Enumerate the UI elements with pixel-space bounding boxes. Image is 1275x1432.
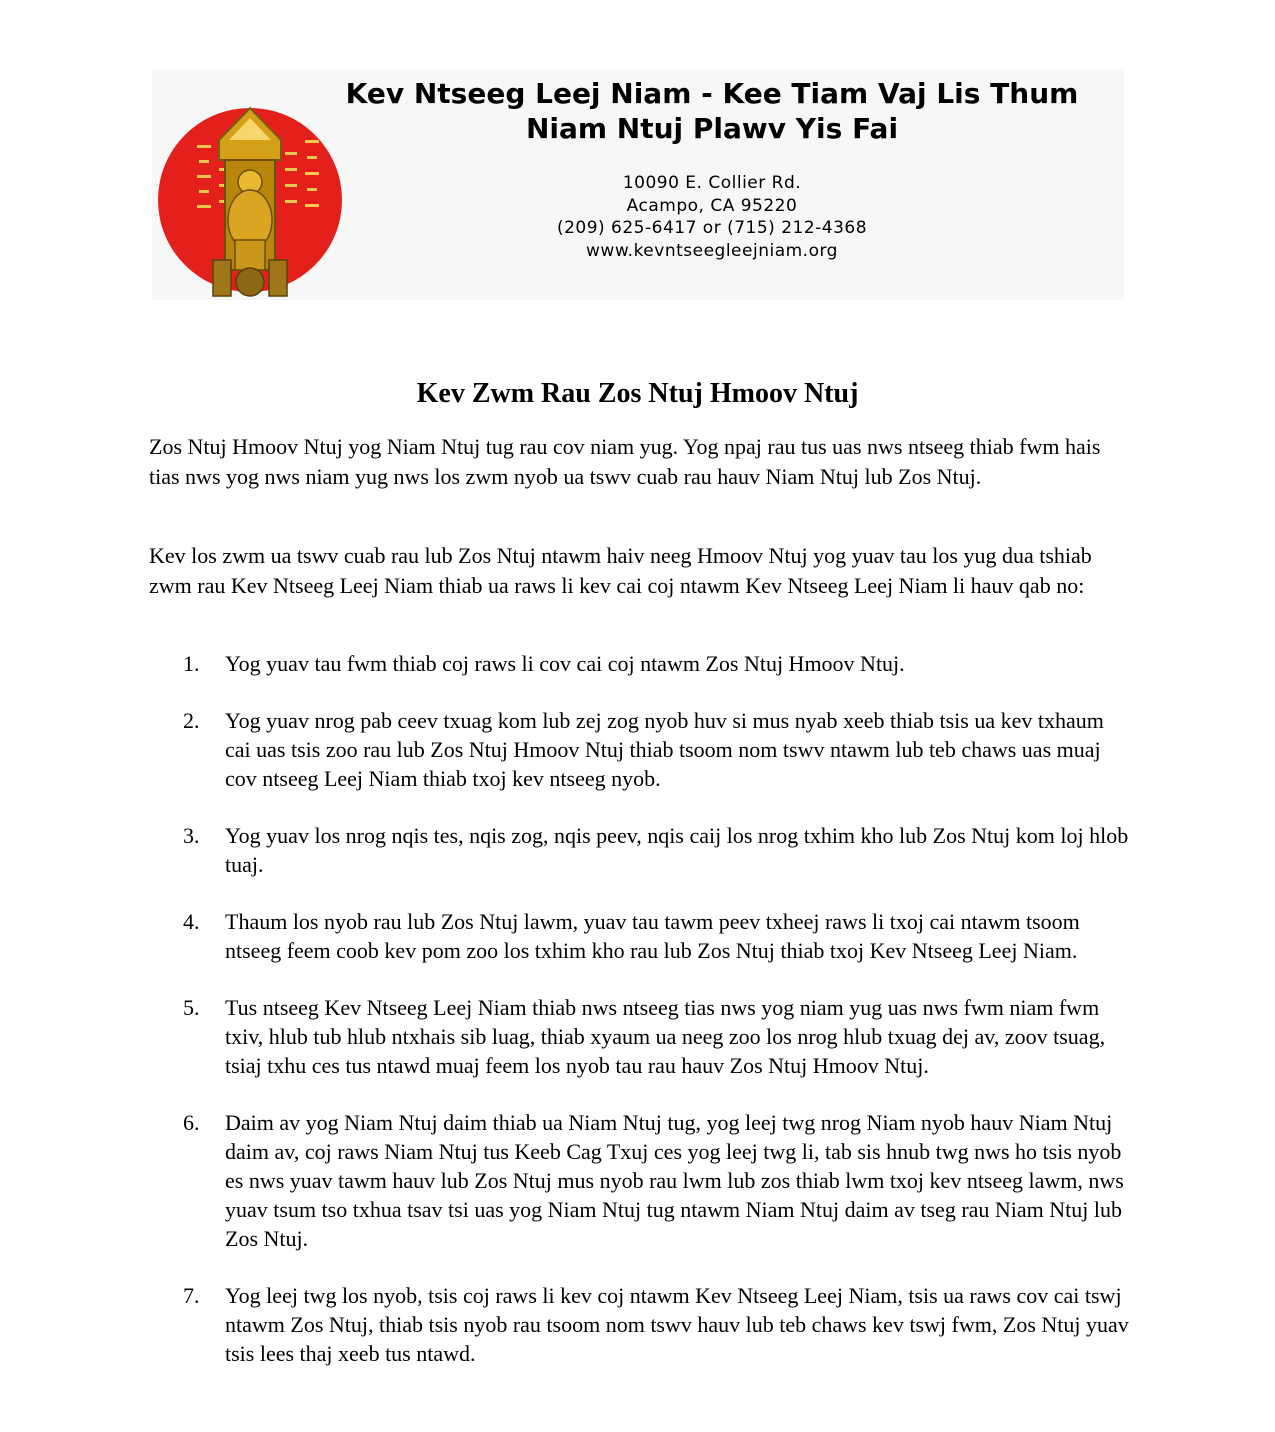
- rule-number: 5.: [183, 995, 200, 1020]
- phone-numbers: (209) 625-6417 or (715) 212-4368: [556, 218, 868, 238]
- rule-item: [149, 706, 1129, 793]
- document-title: Kev Zwm Rau Zos Ntuj Hmoov Ntuj: [416, 378, 859, 409]
- intro-paragraph: Zos Ntuj Hmoov Ntuj yog Niam Ntuj tug rau cov niam yug. Yog npaj rau tus uas nws ntseeg thiab fwm hais tias nws yog nws niam yug nws los zwm nyob ua tswv cuab rau hauv Niam Ntuj lub Zos Ntuj.: [149, 434, 1101, 489]
- rule-number: 2.: [183, 708, 200, 733]
- contact-block: [452, 172, 972, 262]
- rule-text: Yog yuav nrog pab ceev txuag kom lub zej zog nyob huv si mus nyab xeeb thiab tsis ua kev txhaum cai uas tsis zoo rau lub Zos Ntuj Hmoov Ntuj thiab tsoom nom tswv ntawm lub teb chaws uas muaj cov ntseeg Leej Niam thiab txoj kev ntseeg nyob.: [225, 708, 1104, 791]
- org-name-line-2: Niam Ntuj Plawv Yis Fai: [525, 112, 899, 145]
- rule-text: Yog yuav los nrog nqis tes, nqis zog, nqis peev, nqis caij los nrog txhim kho lub Zos Ntuj kom loj hlob tuaj.: [225, 823, 1129, 877]
- rule-number: 7.: [183, 1283, 200, 1308]
- rule-text: Yog yuav tau fwm thiab coj raws li cov cai coj ntawm Zos Ntuj Hmoov Ntuj.: [225, 651, 905, 676]
- rule-item: [149, 1281, 1129, 1368]
- rule-item: [149, 993, 1129, 1080]
- rule-text: Daim av yog Niam Ntuj daim thiab ua Niam Ntuj tug, yog leej twg nrog Niam nyob hauv Niam Ntuj daim av, coj raws Niam Ntuj tus Keeb Cag Txuj ces yog leej twg li, tab sis hnub twg nws ho tsis nyob es nws yuav tawm hauv lub Zos Ntuj mus nyob rau lwm lub zos thiab lwm txoj kev ntseeg lawm, nws yuav tsum tso txhua tsav tsi uas yog Niam Ntuj tug ntawm Niam Ntuj daim av tseg rau Niam Ntuj lub Zos Ntuj.: [225, 1110, 1124, 1251]
- letterhead: [152, 70, 1124, 300]
- membership-paragraph: Kev los zwm ua tswv cuab rau lub Zos Ntuj ntawm haiv neeg Hmoov Ntuj yog yuav tau los yug dua tshiab zwm rau Kev Ntseeg Leej Niam thiab ua raws li kev cai coj ntawm Kev Ntseeg Leej Niam li hauv qab no:: [149, 543, 1092, 598]
- rule-text: Thaum los nyob rau lub Zos Ntuj lawm, yuav tau tawm peev txheej raws li txoj cai ntawm tsoom ntseeg feem coob kev pom zoo los txhim kho rau lub Zos Ntuj thiab txoj Kev Ntseeg Leej Niam.: [225, 909, 1080, 963]
- rule-number: 3.: [183, 823, 200, 848]
- address-street: 10090 E. Collier Rd.: [622, 173, 802, 193]
- rule-item: [149, 907, 1129, 965]
- rules-list: [149, 649, 1129, 1396]
- rule-text: Tus ntseeg Kev Ntseeg Leej Niam thiab nws ntseeg tias nws yog niam yug uas nws fwm niam fwm txiv, hlub tub hlub ntxhais sib luag, thiab xyaum ua neeg zoo los nrog hlub txuag dej av, zoov tsuag, tsiaj txhu ces tus ntawd muaj feem los nyob tau rau hauv Zos Ntuj Hmoov Ntuj.: [225, 995, 1106, 1078]
- org-name-line-1: Kev Ntseeg Leej Niam - Kee Tiam Vaj Lis Thum: [345, 77, 1079, 110]
- organization-name: [302, 76, 1122, 146]
- rule-number: 1.: [183, 651, 200, 676]
- website-link[interactable]: www.kevntseegleejniam.org: [586, 240, 838, 261]
- rule-number: 4.: [183, 909, 200, 934]
- rule-number: 6.: [183, 1110, 200, 1135]
- rule-item: [149, 649, 1129, 678]
- address-city: Acampo, CA 95220: [626, 195, 798, 216]
- rule-item: [149, 821, 1129, 879]
- rule-text: Yog leej twg los nyob, tsis coj raws li kev coj ntawm Kev Ntseeg Leej Niam, tsis ua raws cov cai tswj ntawm Zos Ntuj, thiab tsis nyob rau tsoom nom tswv hauv lub teb chaws kev tswj fwm, Zos Ntuj yuav tsis lees thaj xeeb tus ntawd.: [225, 1283, 1129, 1366]
- rule-item: [149, 1108, 1129, 1253]
